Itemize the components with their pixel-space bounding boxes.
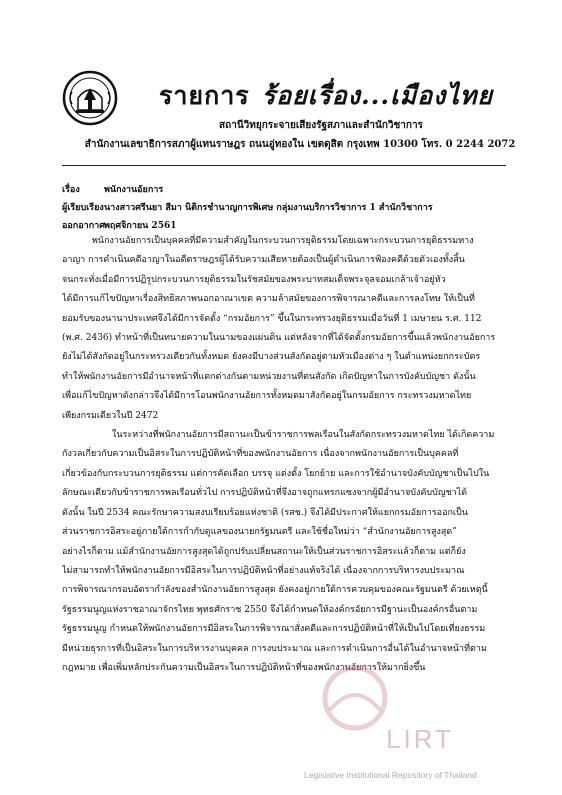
- text-line: ลักษณะเดียวกับข้าราชการพลเรือนทั่วไป การปฏิบัติหน้าที่จึงอาจถูกแทรกแซงจากผู้มีอำนาจบังคับบัญชาได้: [62, 488, 468, 499]
- meta-label: ออกอากาศ: [62, 221, 105, 231]
- text-line: ดังนั้น ในปี 2534 คณะรักษาความสงบเรียบร้อยแห่งชาติ (รสช.) จึงได้มีประกาศให้แยกกรมอัยการออกเป็น: [62, 507, 468, 518]
- meta-row-subject: [62, 180, 512, 198]
- text-line: ส่วนราชการอิสระอยู่ภายใต้การกำกับดูแลของนายกรัฐมนตรี และใช้ชื่อใหม่ว่า “สำนักงานอัยการสูงสุด”: [62, 527, 457, 538]
- text-line: การพิจารณากรอบอัตรากำลังของสำนักงานอัยการสูงสุด ยังคงอยู่ภายใต้การควบคุมของคณะรัฐมนตรี ด้วยเหตุนี้: [62, 585, 488, 596]
- meta-value: พนักงานอัยการ: [104, 185, 164, 195]
- program-name: ร้อยเรื่อง...เมืองไทย: [261, 81, 494, 110]
- text-line: ทำให้พนักงานอัยการมีอำนาจหน้าที่แตกต่างกันตามหน่วยงานที่ตนสังกัด เกิดปัญหาในการบังคับบัญชา ดังนั้น: [62, 371, 476, 382]
- text-line: อาญา การดำเนินคดีอาญาในอดีตราษฎรผู้ได้รับความเสียหายต้องเป็นผู้ดำเนินการฟ้องคดีด้วยตัวเองทั้งสิ้น: [62, 255, 465, 266]
- text-line: (พ.ศ. 2436) ทำหน้าที่เป็นทนายความในนามของแผ่นดิน แต่หลังจากที่ได้จัดตั้งกรมอัยการขึ้นแล้วพนักงานอัยการ: [62, 333, 496, 344]
- text-line: จนกระทั่งเมื่อมีการปฏิรูปกระบวนการยุติธรรมในรัชสมัยของพระบาทสมเด็จพระจุลจอมเกล้าเจ้าอยู่หัว: [62, 274, 446, 285]
- text-line: รัฐธรรมนูญแห่งราชอาณาจักรไทย พุทธศักราช 2550 จึงได้กำหนดให้องค์กรอัยการมีฐานะเป็นองค์กรอื่นตาม: [62, 604, 478, 615]
- text-line: ยังไม่ได้สังกัดอยู่ในกระทรวงเดียวกันทั้งหมด ยังคงมีบางส่วนสังกัดอยู่ตามหัวเมืองต่าง ๆ ในตำแหน่งยกกระบัตร: [62, 352, 481, 363]
- article-body: [62, 232, 512, 678]
- text-line: มีหน่วยธุรการที่เป็นอิสระในการบริหารงานบุคคล การงบประมาณ และการดำเนินการอื่นได้ในอำนาจหน้าที่ตาม: [62, 643, 487, 654]
- station-address: สำนักงานเลขาธิการสภาผู้แทนราษฎร ถนนอู่ทองใน เขตดุสิต กรุงเทพ 10300 โทร. 0 2244 2072: [84, 139, 516, 150]
- text-line: ได้มีการแก้ไขปัญหาเรื่องสิทธิสภาพนอกอาณาเขต ความล้าสมัยของการพิจารณาคดีและการลงโทษ ให้เป็นที่: [62, 294, 475, 305]
- meta-row-author: [62, 198, 512, 216]
- text-line: ไม่สามารถทำให้พนักงานอัยการมีอิสระในการปฏิบัติหน้าที่อย่างแท้จริงได้ เนื่องจากการบริหารงบประมาณ: [62, 565, 465, 576]
- meta-label: ผู้เรียบเรียง: [62, 203, 104, 213]
- text-line: พนักงานอัยการเป็นบุคคลที่มีความสำคัญในกระบวนการยุติธรรมโดยเฉพาะกระบวนการยุติธรรมทาง: [92, 236, 474, 246]
- metadata-block: [62, 180, 512, 234]
- station-name: สถานีวิทยุกระจายเสียงรัฐสภาและสำนักวิชาการ: [219, 120, 423, 131]
- watermark-logo-text: LIRT: [386, 724, 454, 754]
- text-line: กฎหมาย เพื่อเพิ่มหลักประกันความเป็นอิสระในการปฏิบัติหน้าที่ของพนักงานอัยการให้มากยิ่งขึ้น: [62, 662, 426, 673]
- program-title: [0, 76, 562, 116]
- paragraph-1: [62, 232, 512, 426]
- text-line: ยอมรับของนานาประเทศจึงได้มีการจัดตั้ง “กรมอัยการ” ขึ้นในกระทรวงยุติธรรมเมื่อวันที่ 1 เมษายน ร.ศ. 112: [62, 313, 482, 324]
- program-label: รายการ: [158, 81, 250, 110]
- meta-value: พฤศจิกายน 2561: [104, 221, 177, 231]
- text-line: อย่างไรก็ตาม แม้สำนักงานอัยการสูงสุดได้ถูกปรับเปลี่ยนสถานะให้เป็นส่วนราชการอิสระแล้วก็ตาม แต่ก็ยัง: [62, 546, 466, 557]
- watermark-subtitle: Legislative Institutional Repository of Thailand: [304, 770, 477, 780]
- meta-value: นางสาวศรีนยา สีมา นิติกรชำนาญการพิเศษ กลุ่มงานบริการวิชาการ 1 สำนักวิชาการ: [104, 203, 433, 213]
- meta-label: เรื่อง: [62, 185, 80, 195]
- text-line: กังวลเกี่ยวกับความเป็นอิสระในการปฏิบัติหน้าที่ของพนักงานอัยการ เนื่องจากพนักงานอัยการเป็นบุคคลที่: [62, 449, 459, 460]
- text-line: เพียงกรมเดียวในปี 2472: [62, 410, 159, 421]
- paragraph-2: [62, 426, 512, 678]
- text-line: รัฐธรรมนูญ กำหนดให้พนักงานอัยการมีอิสระในการพิจารณาสั่งคดีและการปฏิบัติหน้าที่ให้เป็นไปโดยเที่ยงธรรม: [62, 624, 486, 635]
- text-line: ในระหว่างที่พนักงานอัยการมีสถานะเป็นข้าราชการพลเรือนในสังกัดกระทรวงมหาดไทย ได้เกิดความ: [112, 430, 495, 441]
- header-divider: [62, 165, 506, 166]
- text-line: เพื่อแก้ไขปัญหาดังกล่าวจึงได้มีการโอนพนักงานอัยการทั้งหมดมาสังกัดอยู่ในกรมอัยการ กระทรวงมหาดไทย: [62, 391, 472, 402]
- text-line: เกี่ยวข้องกับกระบวนการยุติธรรม แต่การคัดเลือก บรรจุ แต่งตั้ง โยกย้าย และการใช้อำนาจบังคับบัญชาเป็นไปใน: [62, 468, 490, 479]
